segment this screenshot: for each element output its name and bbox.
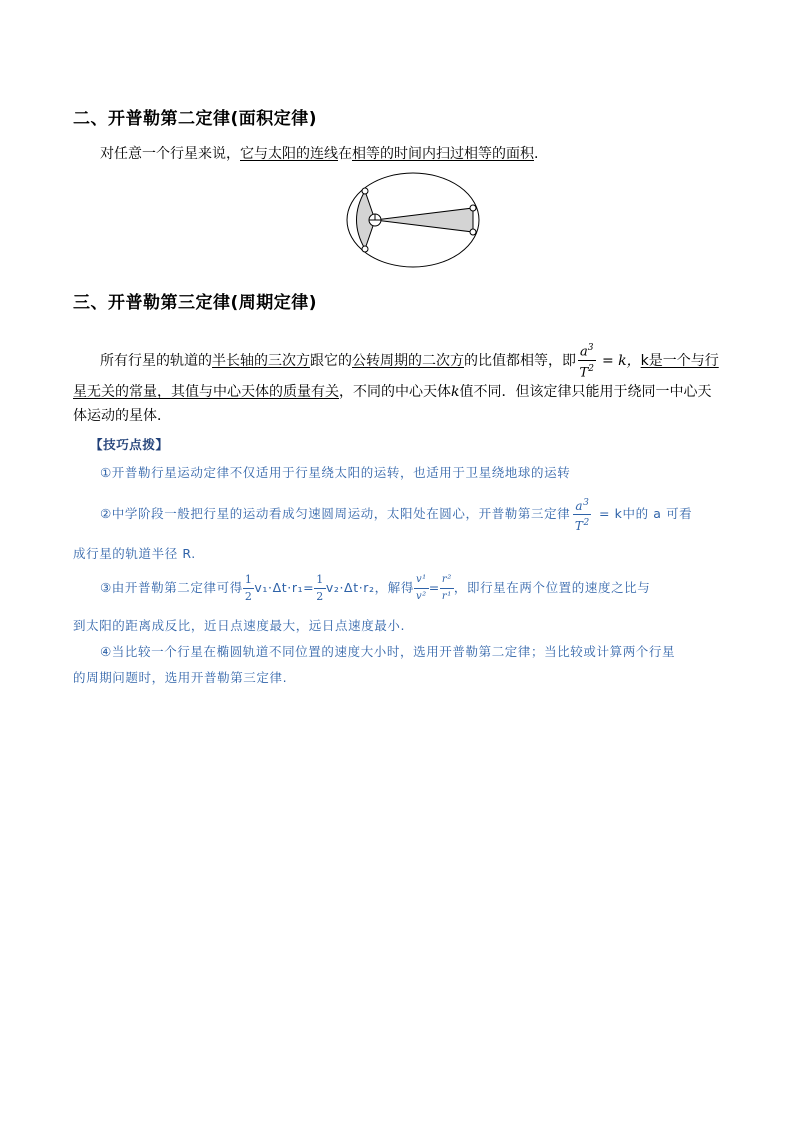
- frac-den-exp: 2: [588, 364, 594, 375]
- s2-underline-3: 扫过相等的面积: [436, 146, 534, 162]
- kepler-second-law-diagram: [345, 170, 481, 270]
- planet-point: [470, 205, 476, 211]
- section3-title: 三、开普勒第三定律(周期定律): [73, 293, 318, 313]
- frac-den: T: [579, 365, 589, 381]
- section3-line2: [73, 382, 711, 402]
- s3-underline-3: k是一个与行: [640, 352, 719, 369]
- v-den: v²: [415, 591, 427, 602]
- s2-text-mid: 在: [338, 146, 352, 162]
- half-num: 1: [243, 572, 255, 589]
- frac-num: a: [580, 344, 588, 360]
- tip-4-line2: 的周期问题时，选用开普勒第三定律.: [73, 670, 288, 685]
- tip3-text: ③由开普勒第二定律可得: [100, 580, 243, 595]
- s3-text: 跟它的: [310, 352, 352, 369]
- s2-underline-1: 它与太阳的连线: [240, 146, 338, 162]
- planet-point: [362, 246, 368, 252]
- s2-text-end: .: [534, 146, 539, 162]
- tip3-text-b: ，即行星在两个位置的速度之比与: [453, 580, 651, 595]
- swept-area-right: [375, 208, 473, 232]
- frac-num-exp: 3: [587, 343, 594, 353]
- s3-underline-1: 半长轴的三次方: [212, 352, 310, 369]
- section2-title: 二、开普勒第二定律(面积定律): [73, 109, 318, 129]
- tip3-expr-2: v₂·Δt·r₂，解得: [325, 580, 414, 595]
- tip2-text-b: = k中的 a 可看: [594, 506, 693, 521]
- tip-2-line2: 成行星的轨道半径 R.: [73, 546, 196, 561]
- tip2-frac-num: a: [575, 499, 584, 513]
- eq-k: = k，: [597, 352, 641, 369]
- s2-text-pre: 对任意一个行星来说，: [100, 146, 240, 162]
- s3-k-var: k: [451, 384, 460, 400]
- tip2-frac-num-exp: 3: [583, 498, 590, 508]
- tip-2-line1: [100, 495, 692, 534]
- half-num: 1: [314, 572, 326, 589]
- tip3-half-2: [314, 572, 326, 605]
- s2-underline-2: 相等的时间内: [352, 146, 436, 162]
- section3-line3: 体运动的星体．: [73, 408, 171, 424]
- tip2-frac-den-exp: 2: [583, 518, 590, 528]
- section3-line1: [100, 340, 719, 382]
- s3-underline-2: 公转周期的二次方: [352, 352, 464, 369]
- r-den: r¹: [441, 591, 452, 602]
- tip3-r-ratio: [440, 572, 454, 605]
- kepler-third-law-fraction: [578, 340, 596, 382]
- planet-point: [470, 229, 476, 235]
- tip3-v-ratio: [414, 572, 429, 605]
- s3-text: 的比值都相等，即: [464, 352, 576, 369]
- half-den: 2: [244, 590, 253, 603]
- v-num: v¹: [414, 572, 429, 589]
- s3-underline-4: 星无关的常量，其值与中心天体的质量有关: [73, 384, 339, 400]
- section2-paragraph: [100, 144, 538, 164]
- tip-3-line1: ③由开普勒第二定律可得 $\frac{1}{2}$ v₁·Δt·r₁= $\frac{1}{2}$ v₂·Δt·r₂，解得 $\frac{\text{v¹}}{\text{v²}}$ = $\frac{\text{r²}}{\text{r¹}}$ ，即行星在两个位置的速度之比与: [100, 573, 651, 603]
- half-den: 2: [316, 590, 324, 603]
- tip3-expr-1: v₁·Δt·r₁=: [254, 580, 315, 595]
- s3-text: ，不同的中心天体: [339, 384, 451, 400]
- tip3-half-1: [243, 572, 255, 605]
- tip2-fraction: [573, 495, 591, 534]
- r-num: r²: [440, 572, 454, 589]
- tip-3-line2: 到太阳的距离成反比，近日点速度最大，远日点速度最小.: [73, 618, 406, 633]
- tip-1: ①开普勒行星运动定律不仅适用于行星绕太阳的运转，也适用于卫星绕地球的运转: [100, 465, 571, 480]
- tip-4-line1: ④当比较一个行星在椭圆轨道不同位置的速度大小时，选用开普勒第二定律；当比较或计算两个行星: [100, 644, 676, 659]
- tip2-text: ②中学阶段一般把行星的运动看成匀速圆周运动，太阳处在圆心，开普勒第三定律: [100, 506, 571, 521]
- tip2-frac-den: T: [574, 519, 584, 533]
- planet-point: [362, 188, 368, 194]
- s3-text: 值不同．但该定律只能用于绕同一中心天: [459, 384, 712, 400]
- s3-text: 所有行星的轨道的: [100, 352, 212, 369]
- tips-header: 【技巧点拨】: [90, 437, 169, 452]
